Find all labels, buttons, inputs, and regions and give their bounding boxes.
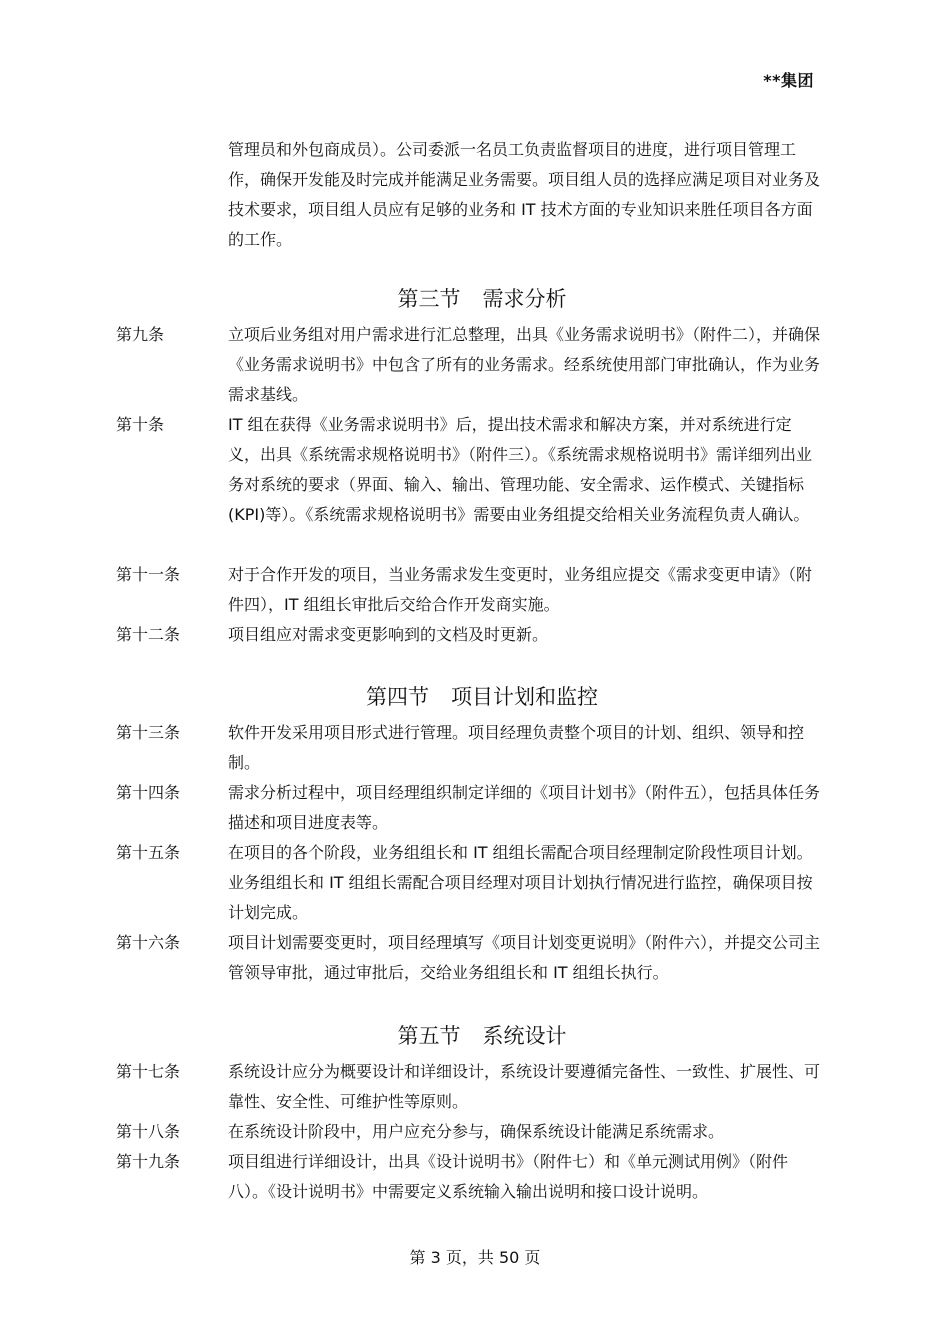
section-heading-5 (0, 1021, 950, 1051)
article-text: 软件开发采用项目形式进行管理。项目经理负责整个项目的计划、组织、领导和控制。 (228, 723, 805, 772)
article-text: 项目组进行详细设计，出具《设计说明书》（附件七）和《单元测试用例》（附件八）。《设计说明书》中需要定义系统输入输出说明和接口设计说明。 (228, 1152, 789, 1201)
article-label: 第九条 (116, 325, 165, 344)
article-9 (116, 320, 820, 410)
article-label: 第十一条 (116, 565, 181, 584)
article-18 (116, 1117, 820, 1147)
section-number: 第四节 (366, 685, 429, 709)
section-title: 需求分析 (482, 287, 567, 311)
article-label: 第十八条 (116, 1122, 181, 1141)
section-heading-4 (0, 682, 950, 712)
article-12 (116, 620, 820, 650)
article-text: 项目计划需要变更时，项目经理填写《项目计划变更说明》（附件六），并提交公司主管领导审批，通过审批后，交给业务组组长和 IT 组组长执行。 (228, 933, 821, 982)
section-number: 第五节 (397, 1024, 461, 1048)
article-14 (116, 778, 820, 838)
section-title: 系统设计 (482, 1024, 567, 1048)
article-11 (116, 560, 820, 620)
company-header: **集团 (763, 71, 814, 90)
article-text: 对于合作开发的项目，当业务需求发生变更时，业务组应提交《需求变更申请》（附件四），IT 组组长审批后交给合作开发商实施。 (228, 565, 813, 614)
article-13 (116, 718, 820, 778)
article-text: 在项目的各个阶段，业务组组长和 IT 组组长需配合项目经理制定阶段性项目计划。业务组组长和 IT 组组长需配合项目经理对项目计划执行情况进行监控，确保项目按计划完成。 (228, 843, 813, 922)
article-label: 第十四条 (116, 783, 181, 802)
article-10 (116, 410, 820, 530)
article-text: 系统设计应分为概要设计和详细设计，系统设计要遵循完备性、一致性、扩展性、可靠性、安全性、可维护性等原则。 (228, 1062, 821, 1111)
section-title: 项目计划和监控 (451, 685, 598, 709)
article-text: 在系统设计阶段中，用户应充分参与，确保系统设计能满足系统需求。 (228, 1122, 725, 1141)
article-19 (116, 1147, 820, 1207)
article-label: 第十二条 (116, 625, 181, 644)
article-text: IT 组在获得《业务需求说明书》后，提出技术需求和解决方案，并对系统进行定义，出具《系统需求规格说明书》（附件三）。《系统需求规格说明书》需详细列出业务对系统的要求（界面、输入、输出、管理功能、安全需求、运作模式、关键指标(KPI)等）。《系统需求规格说明书》需要由业务组提交给相关业务流程负责人确认。 (228, 415, 813, 524)
article-label: 第十五条 (116, 843, 181, 862)
article-label: 第十九条 (116, 1152, 181, 1171)
section-number: 第三节 (397, 287, 461, 311)
article-15 (116, 838, 820, 928)
article-label: 第十三条 (116, 723, 181, 742)
article-16 (116, 928, 820, 988)
article-17 (116, 1057, 820, 1117)
section-heading-3 (0, 284, 950, 314)
page-number-footer: 第 3 页，共 50 页 (409, 1248, 541, 1267)
article-text: 项目组应对需求变更影响到的文档及时更新。 (228, 625, 549, 644)
article-label: 第十七条 (116, 1062, 181, 1081)
article-text: 立项后业务组对用户需求进行汇总整理，出具《业务需求说明书》（附件二），并确保《业务需求说明书》中包含了所有的业务需求。经系统使用部门审批确认，作为业务需求基线。 (228, 325, 821, 404)
article-text: 需求分析过程中，项目经理组织制定详细的《项目计划书》（附件五），包括具体任务描述和项目进度表等。 (228, 783, 821, 832)
article-label: 第十条 (116, 415, 165, 434)
intro-paragraph: 管理员和外包商成员）。公司委派一名员工负责监督项目的进度，进行项目管理工作，确保开发能及时完成并能满足业务需要。项目组人员的选择应满足项目对业务及技术要求，项目组人员应有足够的业务和 IT 技术方面的专业知识来胜任项目各方面的工作。 (228, 140, 821, 249)
article-label: 第十六条 (116, 933, 181, 952)
